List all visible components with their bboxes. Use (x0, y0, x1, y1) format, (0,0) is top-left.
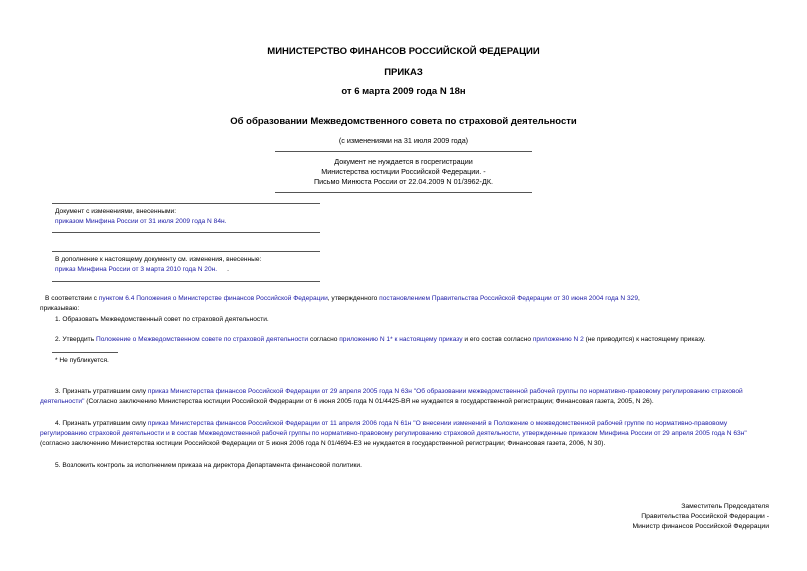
item-2-text-1: 2. Утвердить (55, 336, 96, 343)
footnote: * Не публикуется. (55, 357, 109, 364)
footnote-divider (52, 352, 118, 353)
item-3 (40, 387, 768, 407)
item-2 (55, 335, 705, 345)
divider (52, 281, 320, 282)
addition-box-line (55, 265, 229, 275)
preamble-order-word: приказываю: (40, 305, 80, 312)
divider (52, 232, 320, 233)
signature-line-3: Министр финансов Российской Федерации (632, 523, 769, 530)
item-3-text-1: 3. Признать утратившим силу (55, 388, 148, 395)
divider (275, 151, 532, 152)
item-3-text-2: (Согласно заключению Министерства юстиции Российской Федерации от 6 июня 2005 года N 01/4425-ВЯ не нуждается в государственной регистрации; Финансовая газета, 2005, N 26). (84, 397, 654, 405)
item-4-text-1: 4. Признать утратившим силу (55, 420, 148, 427)
item-2-text-2: согласно (308, 336, 340, 343)
addition-box-link[interactable]: приказ Минфина России от 3 марта 2010 года N 20н. (55, 266, 218, 273)
signature-line-2: Правительства Российской Федерации - (641, 513, 769, 520)
item-3-link-order[interactable]: приказ Министерства финансов Российской Федерации от 29 апреля 2005 года N 63н "Об образовании межведомственной рабочей группы по нормативно-правовому регулированию страховой деятельности" (40, 388, 743, 405)
item-2-text-3: и его состав согласно (462, 336, 533, 343)
registration-line-1: Документ не нуждается в госрегистрации (334, 157, 473, 166)
item-2-link-appendix-2[interactable]: приложению N 2 (532, 336, 584, 343)
doc-type-heading: ПРИКАЗ (384, 67, 423, 78)
addition-box-label: В дополнение к настоящему документу см. изменения, внесенные: (55, 256, 262, 263)
changes-box-link[interactable]: приказом Минфина России от 31 июля 2009 года N 84н. (55, 218, 227, 225)
preamble-text-3: , (638, 295, 640, 302)
addition-box-tail: . (227, 266, 229, 273)
item-4 (40, 419, 768, 448)
preamble (45, 294, 640, 304)
date-number-heading: от 6 марта 2009 года N 18н (341, 86, 466, 97)
item-1: 1. Образовать Межведомственный совет по страховой деятельности. (55, 316, 269, 323)
item-4-text-2: (согласно заключению Министерства юстиции Российской Федерации от 5 июня 2006 года N 01/4694-ЕЗ не нуждается в государственной регистрации; Финансовая газета, 2006, N 30). (40, 439, 606, 447)
changes-box-label: Документ с изменениями, внесенными: (55, 208, 177, 215)
registration-line-3: Письмо Минюста России от 22.04.2009 N 01/3962-ДК. (313, 177, 494, 186)
amendments-note: (с изменениями на 31 июля 2009 года) (338, 136, 469, 145)
ministry-heading: МИНИСТЕРСТВО ФИНАНСОВ РОССИЙСКОЙ ФЕДЕРАЦИИ (267, 46, 540, 57)
divider (52, 203, 320, 204)
preamble-text-1: В соответствии с (45, 295, 99, 302)
preamble-link-regulation[interactable]: пунктом 6.4 Положения о Министерстве финансов Российской Федерации (98, 295, 328, 302)
item-2-link-appendix-1[interactable]: приложению N 1* к настоящему приказу (339, 336, 463, 343)
item-5: 5. Возложить контроль за исполнением приказа на директора Департамента финансовой политики. (55, 462, 362, 469)
preamble-link-decree[interactable]: постановлением Правительства Российской Федерации от 30 июня 2004 года N 329 (379, 295, 638, 302)
signature-line-1: Заместитель Председателя (681, 503, 769, 510)
document-title: Об образовании Межведомственного совета по страховой деятельности (230, 116, 577, 127)
registration-line-2: Министерства юстиции Российской Федерации. - (321, 167, 486, 176)
item-2-link-regulation[interactable]: Положение о Межведомственном совете по страховой деятельности (95, 336, 309, 343)
preamble-text-2: , утвержденного (327, 295, 380, 302)
item-4-link-order[interactable]: приказ Министерства финансов Российской Федерации от 11 апреля 2006 года N 61н "О внесении изменений в Положение о межведомственной рабочей группе по нормативно-правовому регулированию страховой деятельности и в состав Межведомственной рабочей группы по нормативно-правовому регулированию страховой деятельности, утвержденные приказом Минфина России от 29 апреля 2005 года N 63н" (40, 420, 747, 437)
item-2-text-4: (не приводится) к настоящему приказу. (583, 336, 706, 343)
divider (52, 251, 320, 252)
divider (275, 192, 532, 193)
